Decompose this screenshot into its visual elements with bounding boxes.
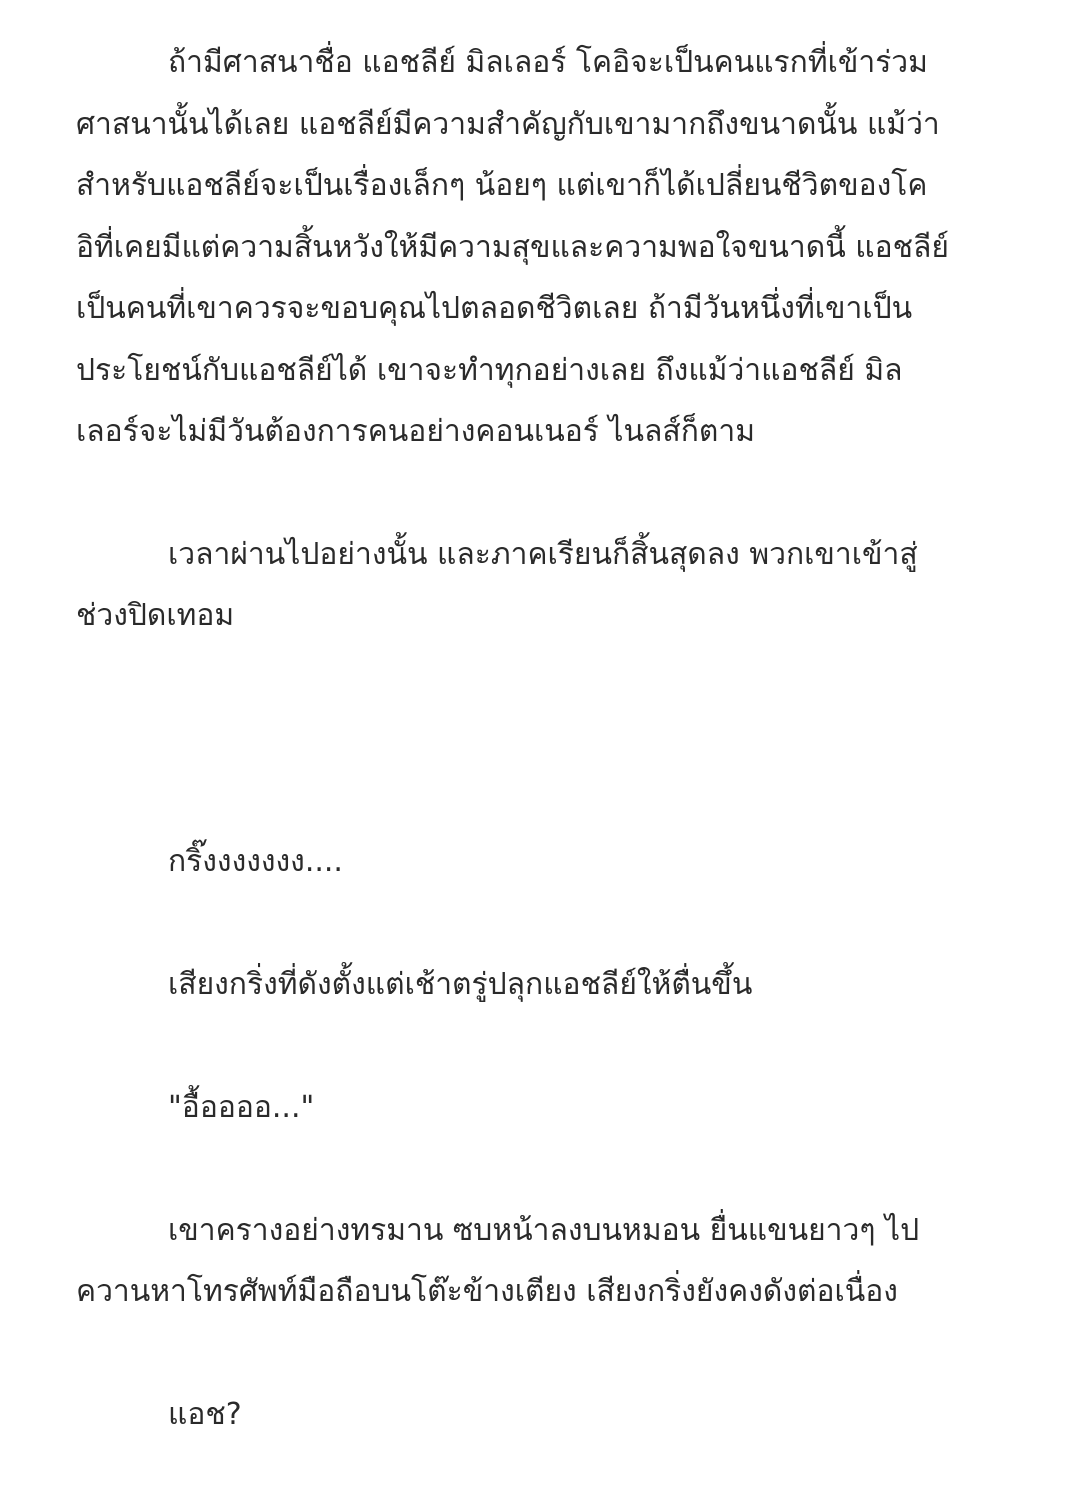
paragraph-4-line-1: เสียงกริ่งที่ดังตั้งแต่เช้าตรู่ปลุกแอชลีย์ให้ตื่นขึ้น	[168, 967, 753, 1002]
paragraph-1-line-6: ประโยชน์กับแอชลีย์ได้ เขาจะทำทุกอย่างเลย ถึงแม้ว่าแอชลีย์ มิล	[76, 353, 903, 388]
paragraph-1-line-5: เป็นคนที่เขาควรจะขอบคุณไปตลอดชีวิตเลย ถ้ามีวันหนึ่งที่เขาเป็น	[76, 291, 913, 326]
paragraph-2-line-1: เวลาผ่านไปอย่างนั้น และภาคเรียนก็สิ้นสุดลง พวกเขาเข้าสู่	[168, 537, 918, 572]
paragraph-6-line-2: ควานหาโทรศัพท์มือถือบนโต๊ะข้างเตียง เสียงกริ่งยังคงดังต่อเนื่อง	[76, 1274, 898, 1309]
paragraph-1-line-4: อิที่เคยมีแต่ความสิ้นหวังให้มีความสุขและความพอใจขนาดนี้ แอชลีย์	[76, 230, 949, 265]
paragraph-6-line-1: เขาครางอย่างทรมาน ซบหน้าลงบนหมอน ยื่นแขนยาวๆ ไป	[168, 1213, 920, 1248]
paragraph-5-line-1: "อื้ออออ..."	[168, 1090, 315, 1125]
paragraph-3-line-1: กริ๊งงงงงงง....	[168, 844, 343, 879]
paragraph-7-line-1: แอช?	[168, 1397, 242, 1432]
paragraph-1-line-3: สำหรับแอชลีย์จะเป็นเรื่องเล็กๆ น้อยๆ แต่เขาก็ได้เปลี่ยนชีวิตของโค	[76, 168, 928, 203]
paragraph-1-line-7: เลอร์จะไม่มีวันต้องการคนอย่างคอนเนอร์ ไนลส์ก็ตาม	[76, 414, 755, 449]
paragraph-1-line-2: ศาสนานั้นได้เลย แอชลีย์มีความสำคัญกับเขามากถึงขนาดนั้น แม้ว่า	[76, 107, 940, 142]
paragraph-1-line-1: ถ้ามีศาสนาชื่อ แอชลีย์ มิลเลอร์ โคอิจะเป็นคนแรกที่เข้าร่วม	[168, 45, 928, 80]
paragraph-2-line-2: ช่วงปิดเทอม	[76, 598, 235, 633]
